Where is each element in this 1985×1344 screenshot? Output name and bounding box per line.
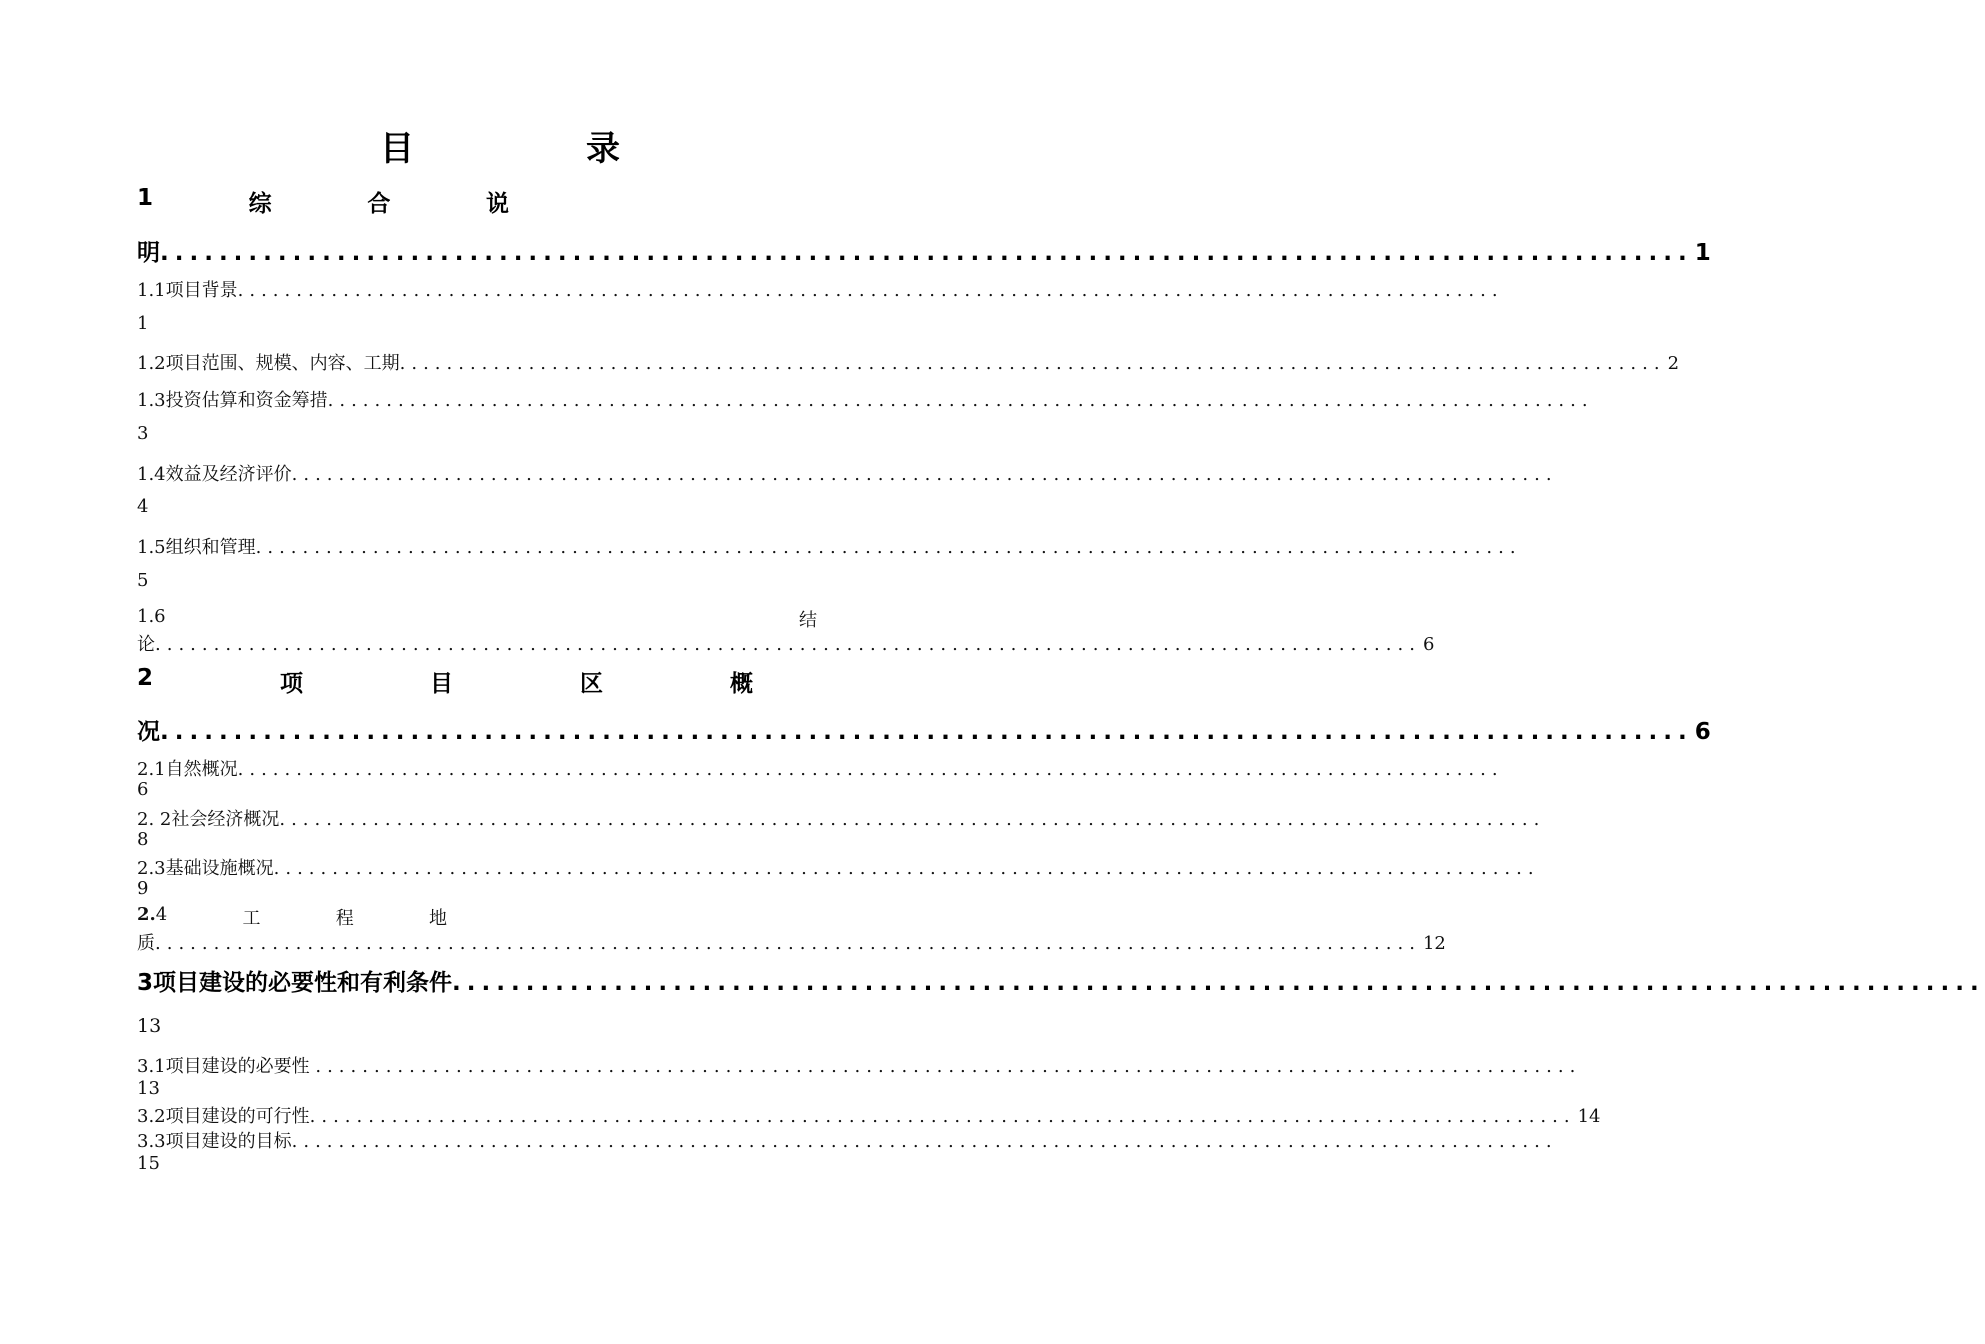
page-title: [380, 126, 620, 172]
toc-entry-1-heading[interactable]: [137, 185, 823, 217]
title-char-1: 目: [380, 129, 414, 169]
dot-leader: ........................................................................................................: [452, 970, 1985, 996]
toc-entry-3-1-page: 13: [137, 1078, 160, 1099]
toc-entry-1-tail: 明: [137, 240, 160, 266]
toc-entry-2-char: 区: [579, 671, 603, 697]
toc-entry-2-number: 2: [137, 665, 154, 691]
toc-entry-number: 1.6: [137, 606, 166, 627]
toc-entry-label: 2. 2社会经济概况: [137, 809, 280, 830]
dot-leader: ........................................................................................................: [160, 240, 1693, 266]
toc-entry-2-tail: 况: [137, 719, 160, 745]
toc-entry-page: 12: [1422, 933, 1446, 954]
toc-entry-1-2[interactable]: [137, 349, 1680, 374]
toc-entry-1-3[interactable]: [137, 386, 1594, 411]
dot-leader: ............................................................................................................: [273, 858, 1540, 879]
toc-entry-2-1[interactable]: [137, 755, 1504, 780]
toc-entry-1-1-page: 1: [137, 313, 149, 334]
dot-leader: ............................................................................................................: [155, 933, 1421, 954]
toc-entry-label: 1.2项目范围、规模、内容、工期: [137, 353, 400, 374]
dot-leader: ........................................................................................................: [160, 719, 1693, 745]
dot-leader: ............................................................................................................: [309, 1106, 1576, 1127]
toc-entry-1-4[interactable]: [137, 460, 1558, 485]
toc-entry-number-major: 2.: [137, 904, 156, 925]
toc-entry-2-4[interactable]: [137, 904, 447, 928]
toc-entry-2-3[interactable]: [137, 854, 1540, 879]
toc-entry-label: 3.1项目建设的必要性: [137, 1056, 316, 1077]
toc-entry-1-char: 综: [248, 191, 272, 217]
dot-leader: ............................................................................................................: [399, 353, 1666, 374]
toc-entry-1-5-page: 5: [137, 570, 149, 591]
toc-entry-label: 2.3基础设施概况: [137, 858, 274, 879]
toc-entry-3-1[interactable]: [137, 1052, 1582, 1077]
toc-entry-char: 程: [335, 908, 354, 929]
toc-entry-1-5[interactable]: [137, 533, 1522, 558]
toc-entry-label: 2.1自然概况: [137, 759, 238, 780]
toc-entry-2-continuation[interactable]: [137, 713, 1711, 745]
dot-leader: ............................................................................................................: [155, 634, 1421, 655]
toc-entry-1-1[interactable]: [137, 276, 1504, 301]
dot-leader: ............................................................................................................: [291, 464, 1558, 485]
toc-entry-2-heading[interactable]: [137, 665, 753, 697]
toc-entry-2-char: 目: [429, 671, 453, 697]
toc-entry-2-4-continuation[interactable]: [137, 929, 1446, 954]
toc-entry-3-label: 3项目建设的必要性和有利条件: [137, 970, 453, 996]
toc-entry-3-3[interactable]: [137, 1127, 1558, 1152]
dot-leader: ............................................................................................................: [237, 280, 1504, 301]
toc-entry-word: 结: [799, 610, 817, 631]
toc-entry-label: 1.4效益及经济评价: [137, 464, 292, 485]
dot-leader: ............................................................................................................: [237, 759, 1504, 780]
toc-entry-2-1-page: 6: [137, 779, 149, 800]
toc-entry-3-heading[interactable]: [137, 964, 1985, 996]
toc-entry-label: 1.3投资估算和资金筹措: [137, 390, 328, 411]
toc-entry-2-char: 项: [280, 671, 303, 697]
toc-entry-3-3-page: 15: [137, 1153, 160, 1174]
toc-entry-label: 3.3项目建设的目标: [137, 1131, 292, 1152]
toc-entry-2-char: 概: [729, 671, 753, 697]
toc-entry-1-number: 1: [137, 185, 154, 211]
toc-entry-1-6-continuation[interactable]: [137, 630, 1435, 655]
toc-entry-1-3-page: 3: [137, 423, 149, 444]
title-char-2: 录: [586, 129, 620, 169]
toc-entry-2-3-page: 9: [137, 878, 149, 899]
toc-entry-label: 3.2项目建设的可行性: [137, 1106, 310, 1127]
toc-entry-1-char: 说: [485, 191, 509, 217]
toc-entry-page: 2: [1667, 353, 1680, 374]
toc-entry-tail: 质: [137, 933, 155, 954]
dot-leader: ............................................................................................................: [255, 537, 1522, 558]
toc-entry-label: 1.5组织和管理: [137, 537, 256, 558]
toc-entry-page: 6: [1422, 634, 1435, 655]
toc-entry-1-char: 合: [367, 191, 391, 217]
toc-entry-number: [137, 904, 167, 930]
toc-entry-2-2[interactable]: [137, 805, 1546, 830]
toc-entry-2-page: 6: [1694, 719, 1711, 745]
toc-entry-tail: 论: [137, 634, 155, 655]
toc-entry-char: 工: [242, 908, 261, 929]
dot-leader: ............................................................................................................: [327, 390, 1594, 411]
toc-entry-number-minor: 4: [155, 904, 168, 925]
toc-entry-1-page: 1: [1694, 240, 1711, 266]
dot-leader: ............................................................................................................: [291, 1131, 1558, 1152]
toc-entry-3-page: 13: [137, 1015, 162, 1037]
toc-entry-label: 1.1项目背景: [137, 280, 238, 301]
toc-entry-2-2-page: 8: [137, 829, 149, 850]
toc-entry-3-2[interactable]: [137, 1102, 1601, 1127]
toc-entry-1-continuation[interactable]: [137, 234, 1711, 266]
toc-entry-page: 14: [1577, 1106, 1601, 1127]
dot-leader: ............................................................................................................: [315, 1056, 1582, 1077]
toc-entry-1-4-page: 4: [137, 496, 149, 517]
dot-leader: ............................................................................................................: [279, 809, 1546, 830]
toc-entry-char: 地: [429, 908, 447, 929]
toc-entry-1-6[interactable]: [137, 606, 817, 630]
